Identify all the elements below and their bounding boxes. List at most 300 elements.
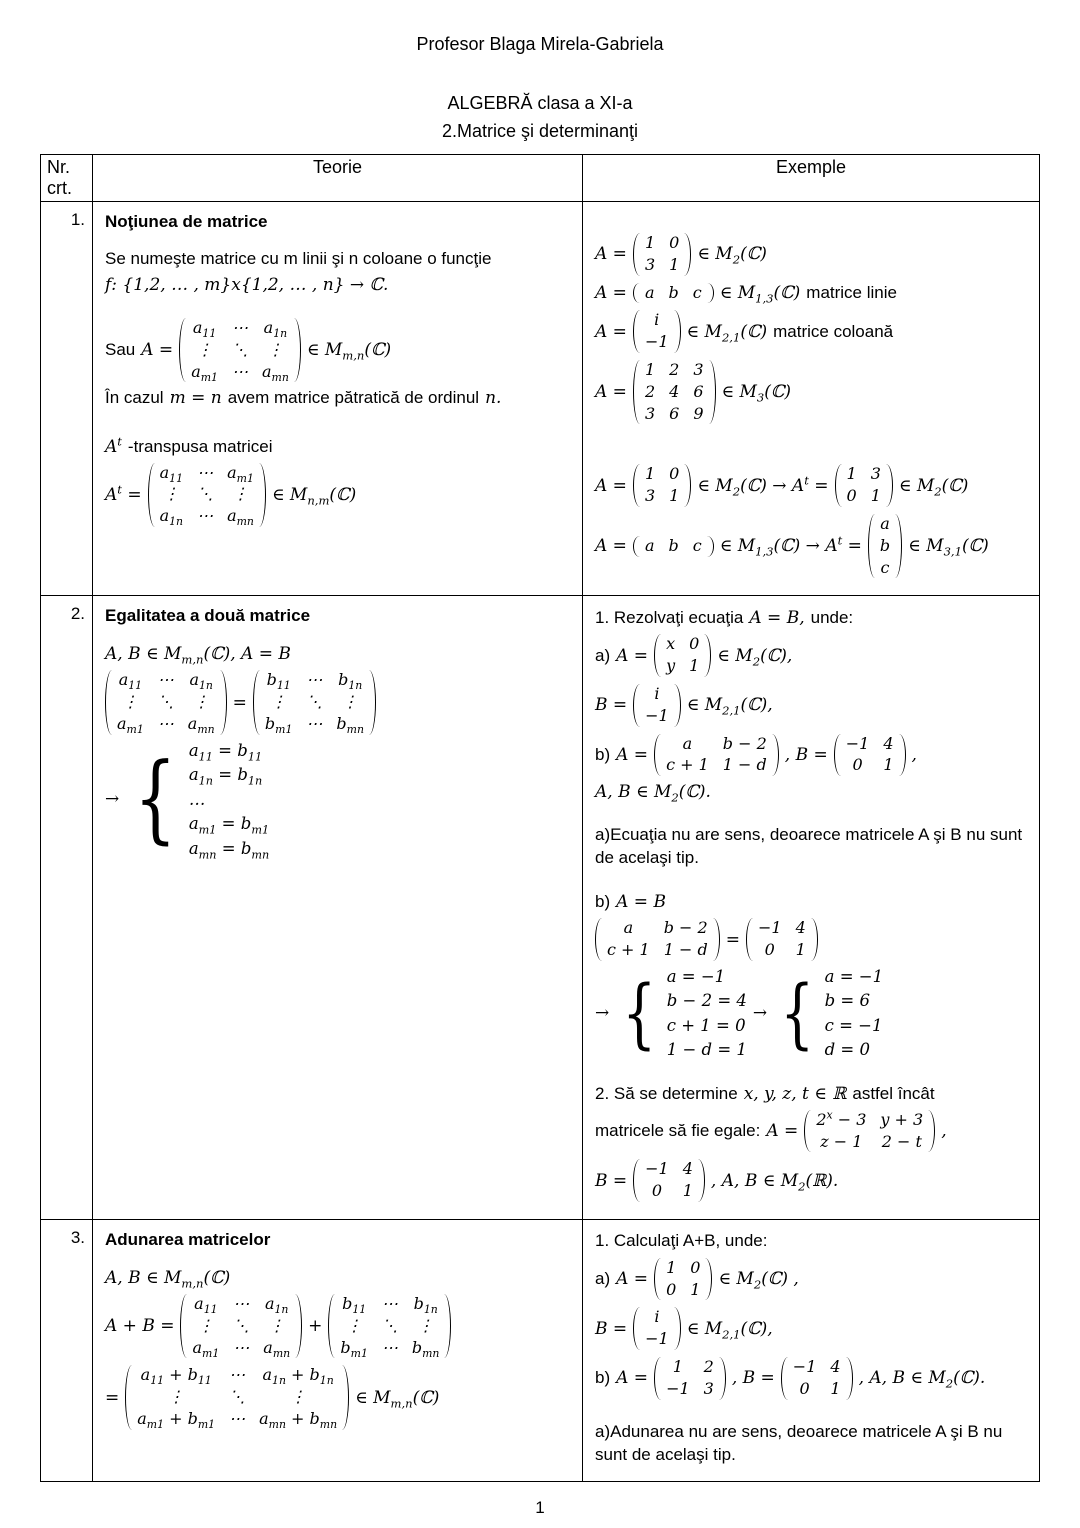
math-run: A, B ∈ $M_{m,n}(ℂ)$, A = B bbox=[105, 644, 291, 667]
matrix bbox=[633, 282, 714, 305]
matrix-cell: ⋮ bbox=[290, 1387, 307, 1407]
system-line: … bbox=[188, 789, 206, 809]
left-paren-icon bbox=[180, 1294, 187, 1358]
right-paren-icon bbox=[928, 1110, 935, 1153]
left-paren-icon bbox=[633, 464, 640, 507]
col-header-nr bbox=[41, 155, 93, 202]
right-paren-icon bbox=[713, 918, 720, 961]
matrix-cell: $2^x - 3$ bbox=[816, 1108, 867, 1129]
formula-line bbox=[595, 891, 1029, 913]
matrix-cell: 1 bbox=[666, 1257, 677, 1277]
matrix-grid bbox=[337, 1293, 442, 1359]
system-lines bbox=[189, 740, 269, 859]
formula-line bbox=[105, 740, 572, 859]
right-paren-icon bbox=[811, 918, 818, 961]
left-brace-icon: { bbox=[134, 743, 177, 854]
spacer bbox=[595, 429, 1029, 459]
matrix-cell: 1 bbox=[669, 486, 680, 506]
text-run: a) bbox=[595, 645, 611, 665]
math-run: ∈ $M_{2,1}(ℂ)$, bbox=[686, 695, 773, 718]
left-paren-icon bbox=[633, 360, 640, 424]
matrix-cell: −1 bbox=[645, 705, 669, 725]
math-run: ∈ $M_2(ℂ)$, bbox=[717, 645, 793, 669]
matrix-cell: 0 bbox=[690, 1257, 701, 1277]
matrix-cell: ⋱ bbox=[233, 1315, 250, 1335]
col-header-theory: Teorie bbox=[93, 155, 583, 202]
matrix-cell: c bbox=[692, 282, 702, 302]
matrix-cell: −1 bbox=[645, 1159, 669, 1179]
matrix-cell: ⋮ bbox=[417, 1315, 434, 1335]
matrix-cell: ⋱ bbox=[229, 1387, 246, 1407]
matrix bbox=[148, 462, 266, 528]
matrix bbox=[179, 317, 301, 383]
left-paren-icon bbox=[633, 310, 640, 353]
right-paren-icon bbox=[444, 1294, 451, 1358]
formula-line bbox=[595, 632, 1029, 679]
system-line: a = −1 bbox=[824, 966, 884, 986]
theory-cell bbox=[93, 202, 583, 596]
left-paren-icon bbox=[253, 670, 260, 734]
matrix-cell: ⋮ bbox=[267, 339, 284, 359]
matrix-grid bbox=[642, 232, 682, 277]
formula-line bbox=[595, 512, 1029, 580]
matrix-cell: x bbox=[666, 634, 676, 654]
section-heading: Egalitatea a două matrice bbox=[105, 606, 311, 626]
worksheet-table-body bbox=[41, 202, 1040, 1482]
matrix-grid bbox=[813, 1109, 926, 1154]
matrix-cell: $a_{mn}$ bbox=[187, 714, 215, 737]
matrix-cell: 0 bbox=[846, 486, 857, 506]
matrix-grid bbox=[843, 733, 897, 778]
matrix-cell: ⋮ bbox=[122, 692, 139, 712]
matrix bbox=[633, 232, 691, 277]
matrix bbox=[804, 1109, 935, 1154]
matrix-cell: −1 bbox=[644, 332, 669, 352]
matrix-cell: ⋯ bbox=[231, 318, 248, 338]
matrix-cell: 0 bbox=[799, 1378, 810, 1398]
matrix bbox=[328, 1293, 451, 1359]
matrix-cell: 1 bbox=[830, 1378, 841, 1398]
text-run: În cazul bbox=[105, 388, 164, 408]
left-paren-icon bbox=[746, 918, 753, 961]
matrix-cell: b bbox=[668, 282, 679, 302]
math-run: A = bbox=[616, 744, 649, 765]
matrix-grid bbox=[604, 917, 711, 962]
left-paren-icon bbox=[654, 1357, 661, 1400]
matrix-cell: $a_{1n}$ bbox=[189, 670, 213, 693]
formula-line bbox=[595, 1355, 1029, 1402]
matrix bbox=[633, 535, 714, 558]
matrix-cell: $a_{m1}$ bbox=[227, 462, 254, 485]
math-run: , A, B ∈ $M_2(ℝ)$. bbox=[710, 1170, 839, 1193]
math-run: ∈ $M_{m,n}(ℂ)$ bbox=[355, 1387, 440, 1410]
matrix-cell: ⋯ bbox=[197, 506, 214, 526]
matrix-grid bbox=[663, 633, 702, 678]
matrix-cell: ⋯ bbox=[197, 462, 214, 482]
text-run: matrice linie bbox=[806, 282, 897, 302]
math-run: ∈ $M_{2,1}(ℂ)$, bbox=[686, 1318, 773, 1342]
row-number-cell bbox=[41, 1219, 93, 1481]
text-run: a) bbox=[595, 1269, 611, 1289]
math-run: A = bbox=[616, 1368, 649, 1389]
table-row bbox=[41, 1219, 1040, 1481]
left-paren-icon bbox=[834, 734, 841, 777]
matrix-cell: ⋯ bbox=[231, 361, 248, 381]
formula-line bbox=[595, 1305, 1029, 1352]
math-run: f: {1,2, … , m}x{1,2, … , n} → ℂ. bbox=[105, 274, 389, 295]
matrix-cell: c + 1 bbox=[666, 755, 709, 775]
equation-system bbox=[773, 966, 883, 1061]
matrix-cell: $b_{m1}$ bbox=[264, 714, 293, 737]
matrix-cell: 3 bbox=[644, 254, 656, 274]
text-run: b) bbox=[595, 744, 611, 764]
matrix-cell: ⋯ bbox=[306, 714, 323, 734]
matrix-cell: ⋱ bbox=[197, 484, 214, 504]
matrix-cell: 1 bbox=[644, 359, 656, 379]
system-lines bbox=[667, 966, 747, 1061]
matrix-cell: b bbox=[879, 535, 891, 555]
matrix-cell: c bbox=[692, 535, 702, 555]
matrix-cell: $a_{1n}$ bbox=[159, 506, 184, 529]
row-number-cell bbox=[41, 202, 93, 596]
right-paren-icon bbox=[674, 1307, 681, 1350]
spacer bbox=[105, 413, 572, 433]
math-run: , B = bbox=[784, 744, 828, 765]
table-row bbox=[41, 596, 1040, 1220]
right-paren-icon bbox=[674, 310, 681, 353]
matrix bbox=[253, 669, 376, 735]
formula-line bbox=[595, 231, 1029, 278]
matrix-cell: c bbox=[880, 557, 890, 577]
left-paren-icon bbox=[179, 318, 186, 382]
right-paren-icon bbox=[899, 734, 906, 777]
math-run: x, y, z, t ∈ ℝ bbox=[743, 1083, 847, 1104]
matrix-cell: ⋮ bbox=[346, 1315, 363, 1335]
math-run: ∈ $M_{3,1}(ℂ)$ bbox=[908, 536, 989, 559]
right-paren-icon bbox=[704, 634, 711, 677]
matrix-grid bbox=[755, 917, 809, 962]
matrix-cell: 4 bbox=[669, 381, 680, 401]
matrix-cell: $a_{mn}$ bbox=[227, 506, 254, 529]
matrix-grid bbox=[262, 669, 367, 735]
matrix-cell: −1 bbox=[666, 1378, 690, 1398]
system-line: $a_{1n} = b_{1n}$ bbox=[188, 765, 263, 788]
matrix-cell: 1 − d bbox=[663, 940, 708, 960]
matrix-cell: i bbox=[654, 684, 660, 704]
matrix-cell: 1 bbox=[644, 233, 656, 252]
math-run: ∈ $M_2(ℂ)$ , bbox=[718, 1269, 799, 1292]
matrix-grid bbox=[157, 462, 257, 528]
matrix-grid bbox=[663, 733, 770, 778]
course-title: ALGEBRĂ clasa a XI-a bbox=[447, 93, 633, 113]
math-run: , B = bbox=[731, 1368, 775, 1389]
matrix-cell: ⋯ bbox=[233, 1337, 250, 1357]
row-number: 2. bbox=[70, 604, 85, 624]
matrix-cell: $b_{m1}$ bbox=[340, 1337, 368, 1360]
formula-line bbox=[595, 1157, 1029, 1204]
matrix-cell: $a_{1n} + b_{1n}$ bbox=[262, 1365, 334, 1388]
matrix-cell: 3 bbox=[644, 486, 656, 506]
section-heading: Adunarea matricelor bbox=[105, 1229, 271, 1249]
math-run: $A^t$ = bbox=[105, 482, 142, 505]
text-run: avem matrice pătratică de ordinul bbox=[227, 388, 480, 408]
math-run: A = bbox=[616, 1269, 649, 1290]
system-line: d = 0 bbox=[824, 1040, 870, 1060]
formula-line bbox=[105, 433, 572, 458]
left-paren-icon bbox=[781, 1357, 788, 1400]
matrix-cell: a bbox=[644, 535, 655, 555]
matrix-cell: ⋱ bbox=[157, 692, 174, 712]
math-run: = bbox=[105, 1387, 120, 1408]
system-line: $a_{mn} = b_{mn}$ bbox=[188, 838, 270, 861]
col-header-examples: Exemple bbox=[583, 155, 1040, 202]
math-run: n. bbox=[485, 388, 502, 409]
math-run: → bbox=[105, 789, 120, 810]
formula-line bbox=[105, 668, 572, 736]
system-line: $a_{11} = b_{11}$ bbox=[188, 740, 263, 764]
author-line: Profesor Blaga Mirela-Gabriela bbox=[416, 34, 664, 54]
system-line: c + 1 = 0 bbox=[666, 1015, 746, 1035]
math-run: A = B, bbox=[749, 608, 805, 629]
formula-line bbox=[595, 358, 1029, 426]
matrix-cell: z − 1 bbox=[820, 1131, 863, 1151]
left-paren-icon bbox=[105, 670, 112, 734]
right-paren-icon bbox=[294, 318, 301, 382]
spacer bbox=[595, 210, 1029, 228]
left-paren-icon bbox=[633, 283, 640, 304]
matrix-grid bbox=[642, 1306, 672, 1351]
spacer bbox=[105, 1254, 572, 1264]
matrix-grid bbox=[642, 463, 682, 508]
matrix-cell: $a_{11}$ bbox=[194, 1294, 218, 1317]
matrix-cell: ⋮ bbox=[232, 484, 249, 504]
theory-cell bbox=[93, 1219, 583, 1481]
matrix-cell: 2 − t bbox=[881, 1131, 922, 1151]
formula-line bbox=[595, 607, 1029, 629]
left-paren-icon bbox=[835, 464, 842, 507]
matrix-grid bbox=[642, 535, 705, 558]
system-line: b = 6 bbox=[824, 991, 870, 1011]
matrix-cell: i bbox=[654, 1307, 660, 1327]
table-row bbox=[41, 202, 1040, 596]
text-run: unde: bbox=[810, 608, 854, 628]
right-paren-icon bbox=[709, 360, 716, 424]
equation-system bbox=[125, 740, 269, 859]
matrix-cell: 1 bbox=[883, 755, 894, 775]
right-paren-icon bbox=[707, 283, 714, 304]
matrix bbox=[654, 1257, 712, 1302]
matrix-cell: ⋮ bbox=[193, 692, 210, 712]
formula-line bbox=[595, 281, 1029, 306]
matrix-cell: 3 bbox=[703, 1378, 714, 1398]
matrix-cell: 3 bbox=[644, 403, 656, 423]
matrix-cell: ⋮ bbox=[168, 1387, 185, 1407]
matrix-cell: $a_{mn} + b_{mn}$ bbox=[259, 1409, 338, 1432]
matrix-cell: −1 bbox=[645, 1329, 669, 1349]
spacer bbox=[595, 1405, 1029, 1419]
matrix bbox=[633, 463, 691, 508]
matrix-cell: ⋱ bbox=[231, 339, 248, 359]
math-run: , bbox=[911, 744, 917, 765]
right-paren-icon bbox=[719, 1357, 726, 1400]
formula-line bbox=[105, 1363, 572, 1431]
formula-line bbox=[595, 1108, 1029, 1155]
matrix-cell: ⋯ bbox=[381, 1294, 398, 1314]
formula-line bbox=[595, 682, 1029, 729]
matrix bbox=[868, 513, 902, 579]
right-paren-icon bbox=[698, 1159, 705, 1202]
spacer bbox=[595, 1064, 1029, 1080]
formula-line bbox=[595, 462, 1029, 509]
left-paren-icon bbox=[328, 1294, 335, 1358]
left-paren-icon bbox=[633, 536, 640, 557]
text-run: matrice coloană bbox=[773, 321, 894, 341]
math-run: B = bbox=[595, 695, 628, 716]
row-number-cell bbox=[41, 596, 93, 1220]
right-paren-icon bbox=[846, 1357, 853, 1400]
math-run: = bbox=[232, 692, 247, 713]
right-paren-icon bbox=[684, 464, 691, 507]
system-line: b − 2 = 4 bbox=[666, 991, 747, 1011]
math-run: ∈ $M_{1,3}(ℂ) \to A^t$ = bbox=[719, 533, 862, 559]
math-run: ∈ $M_{2,1}(ℂ)$ bbox=[686, 321, 768, 345]
right-paren-icon bbox=[705, 1258, 712, 1301]
math-run: m = n bbox=[169, 388, 222, 409]
math-run: A = bbox=[766, 1120, 799, 1141]
matrix-grid bbox=[642, 683, 672, 728]
section-heading: Noţiunea de matrice bbox=[105, 212, 268, 231]
matrix-cell: a bbox=[682, 733, 693, 753]
right-paren-icon bbox=[369, 670, 376, 734]
formula-line bbox=[595, 732, 1029, 779]
right-paren-icon bbox=[772, 734, 779, 777]
matrix-cell: 4 bbox=[830, 1357, 841, 1377]
matrix bbox=[781, 1356, 853, 1401]
matrix-cell: 9 bbox=[693, 403, 704, 423]
matrix-cell: $b_{mn}$ bbox=[336, 714, 364, 737]
theory-cell bbox=[93, 596, 583, 1220]
text-run: 1. Rezolvaţi ecuaţia bbox=[595, 608, 744, 628]
formula-line bbox=[105, 316, 572, 384]
right-paren-icon bbox=[684, 233, 691, 276]
left-paren-icon bbox=[595, 918, 602, 961]
matrix-cell: $a_{1n}$ bbox=[263, 318, 288, 341]
formula-line bbox=[595, 1083, 1029, 1105]
math-run: ∈ $M_2(ℂ) \to A^t$ = bbox=[697, 472, 829, 499]
matrix-cell: ⋯ bbox=[229, 1365, 246, 1385]
matrix-cell: y bbox=[666, 656, 676, 676]
matrix-cell: 1 bbox=[669, 254, 680, 274]
left-paren-icon bbox=[148, 463, 155, 527]
matrix-cell: ⋯ bbox=[157, 714, 174, 734]
matrix-cell: b bbox=[668, 535, 679, 555]
matrix-cell: $a_{m1}$ bbox=[117, 714, 144, 737]
matrix bbox=[834, 733, 906, 778]
matrix-cell: a bbox=[623, 918, 634, 938]
left-paren-icon bbox=[633, 684, 640, 727]
matrix-cell: $a_{1n}$ bbox=[264, 1294, 289, 1317]
matrix-grid bbox=[663, 1356, 717, 1401]
matrix bbox=[125, 1364, 349, 1430]
matrix-cell: 1 bbox=[870, 486, 881, 506]
matrix-cell: i bbox=[654, 310, 660, 330]
math-run: A = bbox=[595, 536, 627, 557]
left-paren-icon bbox=[804, 1110, 811, 1153]
system-line: $a_{m1} = b_{m1}$ bbox=[188, 814, 270, 837]
matrix-cell: ⋯ bbox=[233, 1294, 250, 1314]
spacer bbox=[595, 872, 1029, 888]
formula-line bbox=[105, 461, 572, 529]
matrix-grid bbox=[642, 359, 707, 425]
system-line: 1 − d = 1 bbox=[666, 1040, 747, 1060]
text-run: astfel încât bbox=[852, 1083, 935, 1103]
matrix-cell: ⋮ bbox=[270, 692, 287, 712]
formula-line bbox=[595, 1256, 1029, 1303]
matrix-cell: 2 bbox=[669, 359, 680, 379]
math-run: ∈ $M_{1,3}(ℂ)$ bbox=[719, 282, 801, 306]
matrix-cell: $a_{m1}$ bbox=[192, 1337, 220, 1360]
text-run: 2. Să se determine bbox=[595, 1083, 738, 1103]
system-line: c = −1 bbox=[824, 1015, 883, 1035]
matrix-grid bbox=[663, 1257, 703, 1302]
formula-line bbox=[105, 643, 572, 665]
matrix bbox=[835, 463, 893, 508]
matrix-cell: ⋮ bbox=[268, 1315, 285, 1335]
math-run: , A, B ∈ $M_2(ℂ)$. bbox=[858, 1368, 986, 1391]
right-paren-icon bbox=[259, 463, 266, 527]
matrix-cell: 4 bbox=[682, 1159, 693, 1179]
matrix-grid bbox=[134, 1364, 340, 1430]
matrix-cell: 4 bbox=[883, 733, 894, 753]
matrix-cell: 1 − d bbox=[722, 755, 767, 775]
math-run: B = bbox=[595, 1318, 628, 1339]
spacer bbox=[105, 630, 572, 640]
left-paren-icon bbox=[654, 734, 661, 777]
math-run: A = bbox=[141, 340, 174, 361]
math-run: A = bbox=[595, 382, 627, 403]
matrix-cell: 1 bbox=[644, 464, 656, 484]
formula-line bbox=[105, 1267, 572, 1289]
math-run: A = bbox=[595, 282, 627, 303]
matrix-cell: 1 bbox=[682, 1181, 693, 1201]
matrix-cell: $b_{11}$ bbox=[342, 1294, 367, 1317]
matrix-cell: 0 bbox=[651, 1181, 663, 1201]
examples-cell bbox=[583, 202, 1040, 596]
math-run: $A^t$ bbox=[105, 433, 122, 457]
left-brace-icon: { bbox=[622, 968, 657, 1058]
spacer bbox=[105, 236, 572, 246]
math-run: ∈ $M_{m,n}(ℂ)$ bbox=[306, 340, 392, 363]
matrix-cell: 1 bbox=[689, 656, 700, 676]
matrix-cell: ⋯ bbox=[229, 1409, 246, 1428]
matrix-cell: ⋮ bbox=[163, 484, 180, 504]
matrix-grid bbox=[790, 1356, 844, 1401]
matrix bbox=[654, 733, 779, 778]
math-run: B = bbox=[595, 1170, 628, 1191]
left-paren-icon bbox=[868, 514, 875, 578]
matrix-cell: $a_{11}$ bbox=[118, 670, 143, 693]
matrix bbox=[633, 359, 716, 425]
matrix-cell: b − 2 bbox=[722, 733, 767, 753]
math-run: A = bbox=[595, 475, 627, 496]
matrix-grid bbox=[642, 282, 705, 305]
matrix-cell: 3 bbox=[693, 359, 704, 379]
matrix-cell: 1 bbox=[795, 940, 806, 960]
matrix-cell: $a_{m1}$ bbox=[191, 361, 218, 384]
matrix bbox=[595, 917, 720, 962]
examples-cell bbox=[583, 1219, 1040, 1481]
formula-line bbox=[105, 387, 572, 409]
